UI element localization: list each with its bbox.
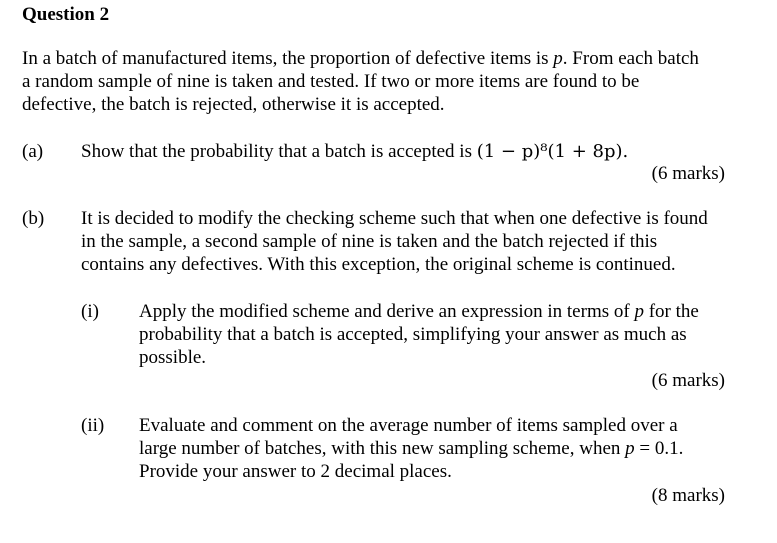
part-b-line-2: in the sample, a second sample of nine is taken and the batch rejected if this — [81, 231, 658, 252]
intro-line-2: a random sample of nine is taken and tested. If two or more items are found to be — [22, 71, 640, 92]
part-b-i-line-2: probability that a batch is accepted, simplifying your answer as much as — [139, 324, 687, 345]
part-b-line-3: contains any defectives. With this exception, the original scheme is continued. — [81, 254, 676, 275]
part-a-marks: (6 marks) — [651, 163, 725, 184]
part-b-ii-variable-p: p — [625, 438, 635, 459]
part-b-i-marks: (6 marks) — [651, 370, 725, 391]
part-b-ii-line-2-tail: = 0.1. — [634, 438, 684, 459]
part-b-paragraph — [81, 207, 726, 276]
part-b-line-1: It is decided to modify the checking scheme such that when one defective is found — [81, 208, 708, 229]
part-b-ii-line-1: Evaluate and comment on the average number of items sampled over a — [139, 415, 678, 436]
question-title: Question 2 — [22, 4, 110, 25]
intro-line-1-text: In a batch of manufactured items, the proportion of defective items is — [22, 48, 554, 69]
part-b-ii-marks: (8 marks) — [651, 485, 725, 506]
part-b-i-paragraph — [139, 300, 726, 369]
part-b-i-label: (i) — [81, 301, 99, 322]
part-b-label: (b) — [22, 208, 45, 229]
part-a-prompt: Show that the probability that a batch is accepted is — [81, 141, 477, 162]
part-a-expression: (1 − p)⁸(1 + 8p). — [476, 141, 629, 162]
part-b-ii-line-3: Provide your answer to 2 decimal places. — [139, 461, 452, 482]
part-a-label: (a) — [22, 141, 44, 162]
part-a-text — [81, 140, 628, 163]
part-b-i-line-1-tail: for the — [643, 301, 699, 322]
part-b-ii-paragraph — [139, 414, 726, 483]
intro-line-1 — [22, 47, 726, 70]
part-b-ii-label: (ii) — [81, 415, 105, 436]
part-b-i-line-3: possible. — [139, 347, 207, 368]
intro-line-3: defective, the batch is rejected, otherwise it is accepted. — [22, 94, 445, 115]
part-b-ii-line-2 — [139, 437, 726, 460]
intro-line-1-tail: . From each batch — [562, 48, 699, 69]
part-b-i-line-1-text: Apply the modified scheme and derive an expression in terms of — [139, 301, 635, 322]
intro-paragraph — [22, 47, 726, 116]
part-b-i-variable-p: p — [634, 301, 644, 322]
part-b-ii-line-2-text: large number of batches, with this new sampling scheme, when — [139, 438, 626, 459]
part-b-i-line-1 — [139, 300, 726, 323]
intro-variable-p: p — [553, 48, 563, 69]
